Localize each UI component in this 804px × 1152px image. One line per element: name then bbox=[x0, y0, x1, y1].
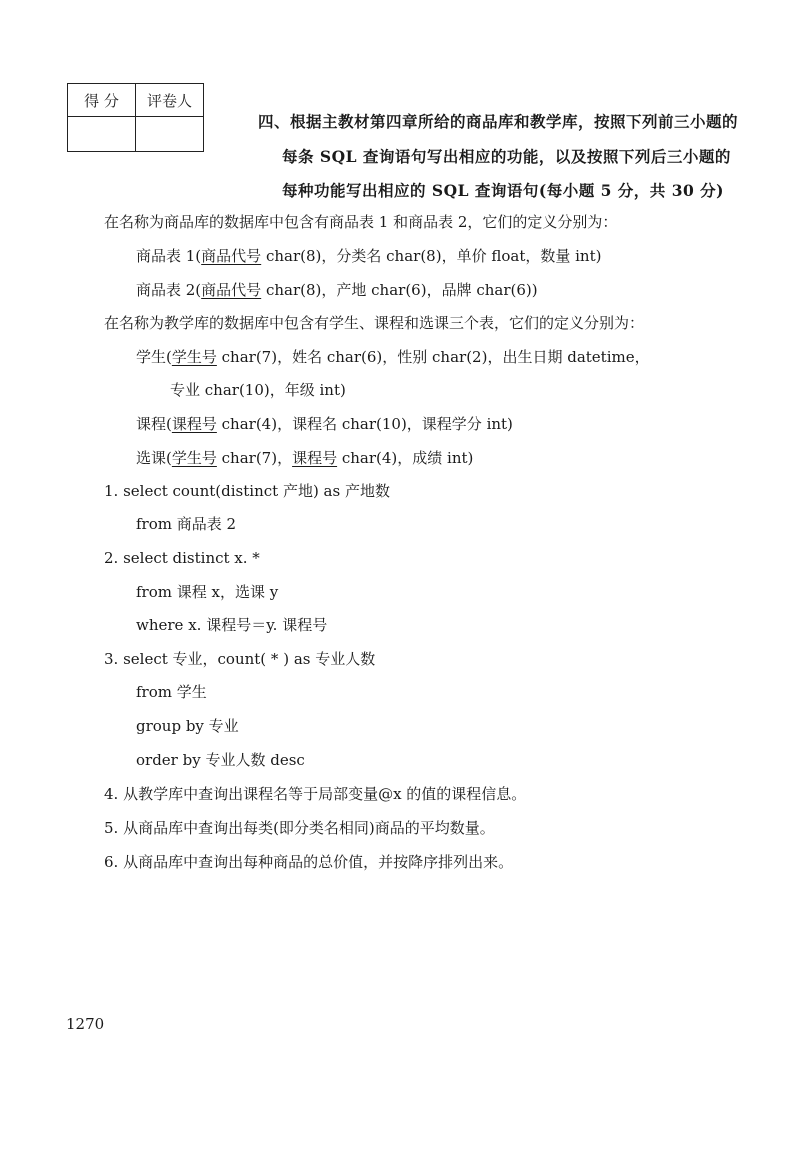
question-1-line-2: from 商品表 2 bbox=[136, 515, 237, 533]
question-3-line-3: group by 专业 bbox=[136, 717, 239, 735]
page-number: 1270 bbox=[66, 1015, 105, 1033]
goods-table-1-key: 商品代号 bbox=[201, 247, 262, 265]
score-table bbox=[67, 83, 204, 152]
question-5: 5. 从商品库中查询出每类(即分类名相同)商品的平均数量。 bbox=[104, 819, 495, 837]
question-2-line-1: 2. select distinct x. * bbox=[104, 549, 260, 567]
student-table-fields: char(7)，姓名 char(6)，性别 char(2)，出生日期 datetime， bbox=[216, 348, 650, 366]
selection-table-name: 选课( bbox=[136, 449, 172, 467]
goods-table-1-fields: char(8)，分类名 char(8)，单价 float，数量 int) bbox=[261, 247, 602, 265]
course-table bbox=[136, 414, 513, 434]
heading-line-3: 每种功能写出相应的 SQL 查询语句(每小题 5 分，共 30 分) bbox=[282, 181, 724, 200]
goods-table-2 bbox=[136, 280, 538, 300]
selection-table-field-1: char(7)， bbox=[216, 449, 293, 467]
question-1-line-1: 1. select count(distinct 产地) as 产地数 bbox=[104, 482, 390, 500]
student-table-name: 学生( bbox=[136, 348, 172, 366]
question-2-line-3: where x. 课程号＝y. 课程号 bbox=[136, 616, 328, 634]
question-3-line-4: order by 专业人数 desc bbox=[136, 751, 305, 769]
question-3-line-1: 3. select 专业，count( * ) as 专业人数 bbox=[104, 650, 376, 668]
course-table-key: 课程号 bbox=[171, 415, 217, 433]
goods-table-2-fields: char(8)，产地 char(6)，品牌 char(6)) bbox=[261, 281, 538, 299]
teach-db-intro: 在名称为教学库的数据库中包含有学生、课程和选课三个表，它们的定义分别为： bbox=[104, 314, 645, 332]
goods-table-1 bbox=[136, 246, 601, 266]
course-table-name: 课程( bbox=[136, 415, 172, 433]
question-4: 4. 从教学库中查询出课程名等于局部变量@x 的值的课程信息。 bbox=[104, 785, 527, 803]
heading-line-2: 每条 SQL 查询语句写出相应的功能，以及按照下列后三小题的 bbox=[282, 147, 731, 166]
goods-table-2-name: 商品表 2( bbox=[136, 281, 202, 299]
question-2-line-2: from 课程 x，选课 y bbox=[136, 583, 279, 601]
course-table-fields: char(4)，课程名 char(10)，课程学分 int) bbox=[216, 415, 513, 433]
goods-table-2-key: 商品代号 bbox=[201, 281, 262, 299]
student-table-line-2: 专业 char(10)，年级 int) bbox=[170, 381, 346, 399]
student-table-key: 学生号 bbox=[171, 348, 217, 366]
selection-table-key-1: 学生号 bbox=[171, 449, 217, 467]
selection-table-fields: char(4)，成绩 int) bbox=[337, 449, 474, 467]
grader-label: 评卷人 bbox=[136, 84, 204, 117]
question-6: 6. 从商品库中查询出每种商品的总价值，并按降序排列出来。 bbox=[104, 853, 514, 871]
score-label: 得 分 bbox=[68, 84, 136, 117]
goods-db-intro: 在名称为商品库的数据库中包含有商品表 1 和商品表 2，它们的定义分别为： bbox=[104, 213, 618, 231]
selection-table-key-2: 课程号 bbox=[292, 449, 338, 467]
heading-line-1: 四、根据主教材第四章所给的商品库和教学库，按照下列前三小题的 bbox=[258, 112, 739, 131]
question-3-line-2: from 学生 bbox=[136, 683, 207, 701]
goods-table-1-name: 商品表 1( bbox=[136, 247, 202, 265]
selection-table bbox=[136, 448, 473, 468]
grader-cell bbox=[136, 117, 204, 152]
score-cell bbox=[68, 117, 136, 152]
student-table bbox=[136, 347, 650, 367]
